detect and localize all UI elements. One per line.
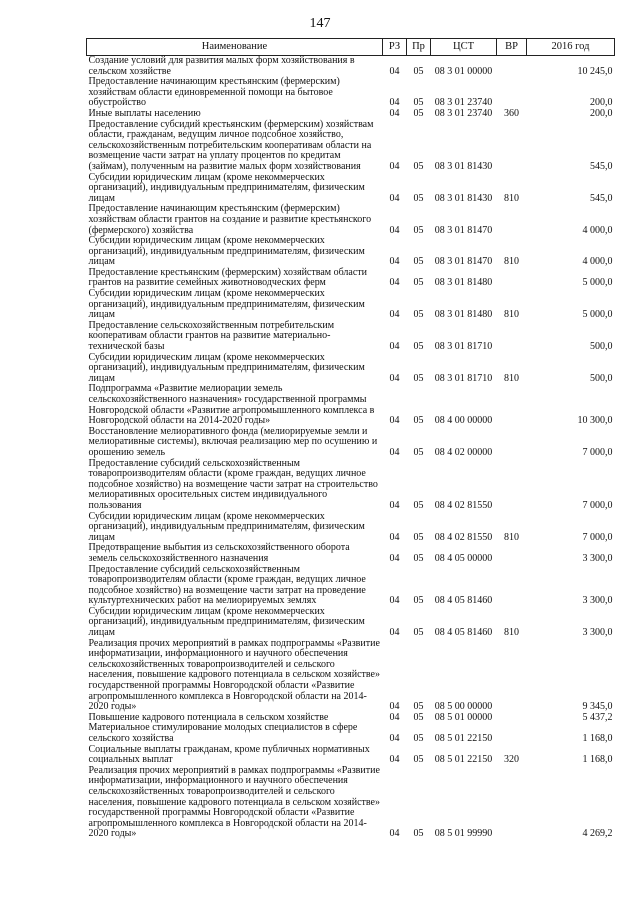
table-row	[87, 723, 615, 744]
header-vr: ВР	[497, 39, 527, 56]
table-row	[87, 384, 615, 426]
table-row	[87, 173, 615, 205]
row-cst: 08 5 01 99990	[434, 828, 493, 840]
header-cst: ЦСТ	[431, 39, 497, 56]
header-pr: Пр	[407, 39, 431, 56]
row-pr: 05	[413, 531, 424, 543]
row-cst: 08 4 05 81460	[434, 595, 493, 607]
row-pr: 05	[413, 224, 424, 236]
row-sum: 5 000,0	[582, 277, 613, 289]
row-cst: 08 5 01 22150	[434, 733, 493, 744]
row-pr: 05	[413, 446, 424, 458]
row-vr	[497, 384, 527, 426]
header-rz: РЗ	[383, 39, 407, 56]
row-sum: 545,0	[590, 160, 613, 172]
row-name: Предоставление субсидий сельскохозяйственным товаропроизводителям области (кроме граждан, ведущих личное подсобное хозяйство) на возмещение части затрат на проведение культуртехнических работ на мелиорируемых землях	[88, 563, 366, 607]
row-vr: 810	[504, 372, 519, 384]
row-sum: 4 000,0	[582, 224, 613, 236]
row-name: Субсидии юридическим лицам (кроме некоммерческих организаций), индивидуальным предпринимателям, физическим лицам	[88, 351, 365, 384]
row-sum: 3 300,0	[582, 595, 613, 607]
row-rz: 04	[389, 701, 400, 713]
row-sum: 9 345,0	[582, 701, 613, 713]
budget-table	[86, 38, 615, 840]
table-row	[87, 745, 615, 766]
row-vr	[497, 565, 527, 607]
table-body	[87, 56, 615, 840]
row-pr: 05	[413, 415, 424, 427]
row-pr: 05	[413, 277, 424, 289]
table-row	[87, 766, 615, 840]
row-cst: 08 4 05 81460	[434, 627, 493, 639]
row-pr: 05	[413, 733, 424, 744]
row-sum: 1 168,0	[582, 754, 613, 766]
row-rz: 04	[389, 711, 400, 723]
row-cst: 08 3 01 81430	[434, 192, 493, 204]
row-vr: 810	[504, 627, 519, 639]
row-name: Создание условий для развития малых форм хозяйствования в сельском хозяйстве	[88, 55, 355, 77]
table-row	[87, 289, 615, 321]
row-cst: 08 3 01 23740	[434, 97, 493, 109]
row-vr	[497, 427, 527, 459]
row-pr: 05	[413, 309, 424, 321]
row-rz: 04	[389, 499, 400, 511]
row-name: Предоставление начинающим крестьянским (фермерским) хозяйствам области единовременной помощи на бытовое обустройство	[88, 76, 340, 109]
row-sum: 4 000,0	[582, 256, 613, 268]
row-name: Восстановление мелиоративного фонда (мелиорируемые земли и мелиоративные системы), включая реализацию мер по осушению и орошению земель	[88, 425, 378, 458]
table-row	[87, 268, 615, 289]
row-rz: 04	[389, 224, 400, 236]
row-rz: 04	[389, 160, 400, 172]
row-rz: 04	[389, 256, 400, 268]
table-row	[87, 607, 615, 639]
row-pr: 05	[413, 192, 424, 204]
table-row	[87, 77, 615, 109]
row-pr: 05	[413, 341, 424, 353]
row-rz: 04	[389, 341, 400, 353]
row-rz: 04	[389, 372, 400, 384]
row-vr: 810	[504, 531, 519, 543]
row-sum: 4 269,2	[582, 828, 613, 840]
row-pr: 05	[413, 828, 424, 840]
row-rz: 04	[389, 531, 400, 543]
row-rz: 04	[389, 65, 400, 77]
row-vr: 810	[504, 256, 519, 268]
table-row	[87, 459, 615, 512]
table-row	[87, 353, 615, 385]
row-cst: 08 3 01 81480	[434, 277, 493, 289]
row-sum: 500,0	[590, 372, 613, 384]
row-name: Предоставление сельскохозяйственным потребительским кооперативам области грантов на развитие материально-технической базы	[88, 319, 335, 353]
row-rz: 04	[389, 733, 400, 744]
row-rz: 04	[389, 309, 400, 321]
table-row	[87, 512, 615, 544]
row-pr: 05	[413, 754, 424, 766]
row-rz: 04	[389, 192, 400, 204]
row-sum: 3 300,0	[582, 627, 613, 639]
row-sum: 5 437,2	[582, 711, 613, 723]
row-name: Предоставление субсидий крестьянским (фермерским) хозяйствам области, гражданам, ведущим личное подсобное хозяйство, сельскохозяйственным потребительским кооперативам области на возмещение части затрат на уплату процентов по кредитам (займам), полученным на развитие малых форм хозяйствования	[88, 118, 374, 172]
row-cst: 08 5 00 00000	[434, 701, 493, 713]
row-rz: 04	[389, 97, 400, 109]
row-sum: 1 168,0	[582, 733, 613, 744]
row-vr	[497, 543, 527, 564]
row-rz: 04	[389, 595, 400, 607]
row-rz: 04	[389, 107, 400, 119]
row-name: Предотвращение выбытия из сельскохозяйственного оборота земель сельскохозяйственного назначения	[88, 542, 350, 564]
row-name: Социальные выплаты гражданам, кроме публичных нормативных социальных выплат	[88, 743, 370, 766]
row-rz: 04	[389, 627, 400, 639]
row-vr	[497, 120, 527, 173]
table-row	[87, 236, 615, 268]
row-rz: 04	[389, 754, 400, 766]
row-pr: 05	[413, 595, 424, 607]
row-name: Реализация прочих мероприятий в рамках подпрограммы «Развитие информатизации, информационного и научного обеспечения сельскохозяйственных товаропроизводителей и сельского населения, повышение кадрового потенциала в сельском хозяйстве» государственной программы Новгородской области «Развитие агропромышленного комплекса в Новгородской области на 2014-2020 годы»	[88, 637, 380, 713]
row-sum: 5 000,0	[582, 309, 613, 321]
header-name: Наименование	[87, 39, 383, 56]
row-pr: 05	[413, 107, 424, 119]
row-cst: 08 3 01 81430	[434, 160, 493, 172]
row-pr: 05	[413, 627, 424, 639]
table-header-row	[87, 39, 615, 56]
row-name: Материальное стимулирование молодых специалистов в сфере сельского хозяйства	[88, 722, 358, 744]
row-name: Иные выплаты населению	[88, 107, 201, 119]
row-vr	[497, 723, 527, 744]
row-cst: 08 3 01 23740	[434, 107, 493, 119]
row-vr: 320	[504, 754, 519, 766]
row-rz: 04	[389, 552, 400, 564]
row-name: Предоставление начинающим крестьянским (фермерским) хозяйствам области грантов на создание и развитие крестьянского (фермерского) хозяйства	[88, 203, 372, 236]
table-row	[87, 543, 615, 564]
row-name: Субсидии юридическим лицам (кроме некоммерческих организаций), индивидуальным предпринимателям, физическим лицам	[88, 605, 365, 639]
row-vr	[497, 77, 527, 109]
row-rz: 04	[389, 277, 400, 289]
row-name: Реализация прочих мероприятий в рамках подпрограммы «Развитие информатизации, информационного и научного обеспечения сельскохозяйственных товаропроизводителей и сельского населения, повышение кадрового потенциала в сельском хозяйстве» государственной программы Новгородской области «Развитие агропромышленного комплекса в Новгородской области на 2014-2020 годы»	[88, 764, 380, 840]
row-rz: 04	[389, 446, 400, 458]
row-sum: 3 300,0	[582, 552, 613, 564]
row-sum: 200,0	[590, 107, 613, 119]
row-cst: 08 4 02 81550	[434, 531, 493, 543]
row-name: Субсидии юридическим лицам (кроме некоммерческих организаций), индивидуальным предпринимателям, физическим лицам	[88, 510, 365, 543]
row-name: Субсидии юридическим лицам (кроме некоммерческих организаций), индивидуальным предпринимателям, физическим лицам	[88, 235, 365, 268]
row-vr	[497, 56, 527, 78]
row-name: Подпрограмма «Развитие мелиорации земель сельскохозяйственного назначения» государственной программы Новгородской области «Развитие агропромышленного комплекса в Новгородской области на 2014-2020 годы»	[88, 383, 375, 427]
row-vr	[497, 459, 527, 512]
row-vr	[497, 713, 527, 724]
row-vr	[497, 766, 527, 840]
row-vr	[497, 204, 527, 236]
row-vr	[497, 639, 527, 713]
row-pr: 05	[413, 552, 424, 564]
table-row	[87, 120, 615, 173]
row-pr: 05	[413, 160, 424, 172]
table-row	[87, 639, 615, 713]
row-pr: 05	[413, 97, 424, 109]
row-cst: 08 3 01 00000	[434, 65, 493, 77]
row-cst: 08 3 01 81480	[434, 309, 493, 321]
row-sum: 7 000,0	[582, 446, 613, 458]
row-cst: 08 5 01 22150	[434, 754, 493, 766]
row-pr: 05	[413, 701, 424, 713]
row-cst: 08 3 01 81710	[434, 372, 493, 384]
row-cst: 08 3 01 81470	[434, 224, 493, 236]
row-vr: 360	[504, 107, 519, 119]
row-cst: 08 3 01 81470	[434, 256, 493, 268]
row-pr: 05	[413, 711, 424, 723]
header-year: 2016 год	[527, 39, 615, 56]
row-cst: 08 4 02 00000	[434, 446, 493, 458]
row-sum: 10 300,0	[577, 415, 613, 427]
row-cst: 08 3 01 81710	[434, 341, 493, 353]
row-pr: 05	[413, 256, 424, 268]
row-vr: 810	[504, 309, 519, 321]
row-pr: 05	[413, 499, 424, 511]
table-row	[87, 56, 615, 78]
row-pr: 05	[413, 65, 424, 77]
table-row	[87, 204, 615, 236]
row-rz: 04	[389, 415, 400, 427]
row-cst: 08 5 01 00000	[434, 711, 493, 723]
row-sum: 200,0	[590, 97, 613, 109]
row-sum: 10 245,0	[577, 65, 613, 77]
row-name: Субсидии юридическим лицам (кроме некоммерческих организаций), индивидуальным предпринимателям, физическим лицам	[88, 288, 365, 321]
row-pr: 05	[413, 372, 424, 384]
row-cst: 08 4 00 00000	[434, 415, 493, 427]
row-name: Предоставление субсидий сельскохозяйственным товаропроизводителям области (кроме граждан, ведущих личное подсобное хозяйство) на возмещение части затрат на строительство мелиоративных оросительных систем индивидуального пользования	[88, 457, 378, 511]
page-number: 147	[309, 16, 331, 31]
row-sum: 545,0	[590, 192, 613, 204]
row-vr: 810	[504, 192, 519, 204]
row-sum: 7 000,0	[582, 499, 613, 511]
table-row	[87, 427, 615, 459]
row-name: Субсидии юридическим лицам (кроме некоммерческих организаций), индивидуальным предпринимателям, физическим лицам	[88, 171, 365, 204]
row-sum: 7 000,0	[582, 531, 613, 543]
row-name: Повышение кадрового потенциала в сельском хозяйстве	[88, 711, 329, 723]
table-row	[87, 565, 615, 607]
table-row	[87, 109, 615, 120]
row-name: Предоставление крестьянским (фермерским) хозяйствам области грантов на развитие семейных животноводческих ферм	[88, 266, 368, 289]
row-rz: 04	[389, 828, 400, 840]
row-cst: 08 4 02 81550	[434, 499, 493, 511]
row-vr	[497, 321, 527, 353]
row-vr	[497, 268, 527, 289]
table-row	[87, 321, 615, 353]
row-sum: 500,0	[590, 341, 613, 353]
row-cst: 08 4 05 00000	[434, 552, 493, 564]
